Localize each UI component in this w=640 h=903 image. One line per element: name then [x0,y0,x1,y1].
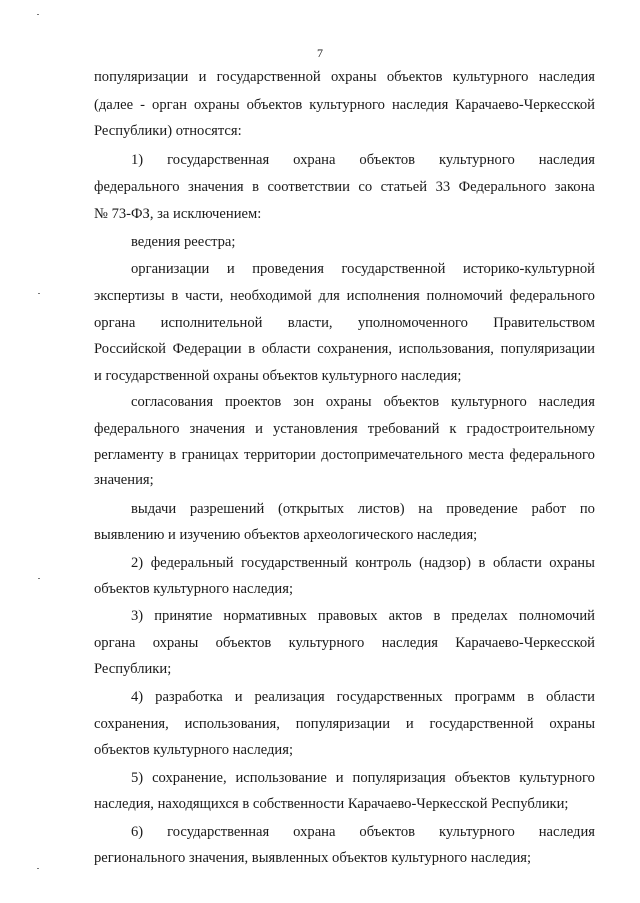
word: 1) [131,152,144,168]
scan-speck [37,14,39,15]
text-line [94,178,595,196]
word: значения [189,421,246,437]
word: нормативных [223,608,307,624]
word: популяризация [352,770,446,786]
word: использования, [398,341,494,357]
word: области [492,555,542,571]
word: соответствии [267,179,350,195]
text-line [94,287,595,305]
word: 2) [131,555,144,571]
text-line: объектов культурного наследия; [94,581,294,597]
word: в [478,555,486,571]
text-line [94,96,595,114]
word: и [226,261,235,277]
word: объектов [215,635,272,651]
word: Федерального [458,179,547,195]
word: принятие [154,608,213,624]
word: актов [388,608,423,624]
word: охрана [293,824,336,840]
word: значения [187,179,244,195]
text-line: выявлению и изучению объектов археологического наследия; [94,527,478,543]
text-line: и государственной охраны объектов культурного наследия; [94,368,462,384]
word: культурного [451,394,527,410]
word: организации [131,261,210,277]
word: и [405,716,414,732]
word: Федерации [172,341,242,357]
word: популяризации [94,69,189,85]
word: (далее [94,97,134,113]
word: популяризации [500,341,595,357]
word: - [140,97,146,113]
text-line: ведения реестра; [131,234,236,250]
word: наследия [392,97,449,113]
text-line [94,446,595,464]
word: реализация [254,689,325,705]
word: 5) [131,770,144,786]
word: со [358,179,373,195]
word: федерального [94,179,180,195]
word: для [318,288,340,304]
word: государственной [216,69,321,85]
word: объектов [246,97,303,113]
word: к [449,421,457,437]
word: и [198,69,207,85]
word: (открытых [278,501,345,517]
word: в [252,179,259,195]
word: использования, [184,716,280,732]
word: закона [554,179,595,195]
word: наследия [538,394,595,410]
word: пределах [451,608,508,624]
word: объектов [359,824,416,840]
word: в [433,608,441,624]
word: и [255,421,263,437]
word: государственная [167,824,270,840]
text-line [94,340,595,358]
word: федерального [94,421,180,437]
word: и [234,689,243,705]
text-line: регионального значения, выявленных объектов культурного наследия; [94,850,532,866]
text-line: Республики) относятся: [94,123,242,139]
word: исполнительной [160,315,263,331]
word: охраны [549,555,595,571]
word: объектов [383,394,440,410]
word: объектов [386,69,443,85]
word: государственная [167,152,270,168]
word: необходимой [230,288,312,304]
word: популяризации [295,716,391,732]
word: уполномоченного [357,315,468,331]
word: федеральный [150,555,234,571]
word: статьей [380,179,428,195]
word: градостроительному [466,421,595,437]
word: наследия [538,69,595,85]
text-line: значения; [94,472,154,488]
text-line [94,634,595,652]
word: программ [454,689,516,705]
page-number: 7 [317,46,323,60]
word: охраны [325,394,372,410]
word: историко-культурной [462,261,595,277]
word: Правительством [493,315,595,331]
word: правовых [317,608,378,624]
word: наследия [538,824,595,840]
text-line [131,607,595,625]
word: части, [185,288,224,304]
word: наследия [538,152,595,168]
word: сохранение, [152,770,227,786]
text-line [131,151,595,169]
word: культурного [439,152,515,168]
word: проведение [446,501,518,517]
word: охраны [549,716,595,732]
text-line [131,500,595,518]
word: государственный [241,555,348,571]
word: федерального [509,447,595,463]
word: контроль [355,555,412,571]
word: разрешений [189,501,265,517]
word: органа [94,315,136,331]
word: 6) [131,824,144,840]
word: федерального [509,288,595,304]
text-line [131,393,595,411]
word: регламенту [94,447,164,463]
word: культурного [452,69,529,85]
word: территории [244,447,316,463]
word: границах [181,447,239,463]
word: охраны [193,97,240,113]
word: объектов [359,152,416,168]
word: государственных [336,689,443,705]
word: Российской [94,341,166,357]
word: объектов [454,770,511,786]
word: культурного [519,770,595,786]
word: листов) [357,501,405,517]
word: работ [531,501,567,517]
text-line: наследия, находящихся в собственности Карачаево-Черкесской Республики; [94,796,569,812]
text-line: № 73-ФЗ, за исключением: [94,206,262,222]
word: органа [94,635,136,651]
word: требований [367,421,440,437]
text-line: объектов культурного наследия; [94,742,294,758]
word: в [171,288,179,304]
scan-speck [38,293,40,294]
text-line [94,314,595,332]
word: охрана [293,152,336,168]
scan-speck [38,578,40,579]
word: области [546,689,595,705]
text-line: Республики; [94,661,172,677]
word: места [468,447,504,463]
word: сохранения, [94,716,169,732]
text-line [131,260,595,278]
word: 3) [131,608,144,624]
word: проведения [252,261,324,277]
text-line [94,420,595,438]
word: на [418,501,433,517]
text-line [94,68,595,86]
word: государственной [341,261,446,277]
word: орган [152,97,187,113]
word: согласования [131,394,214,410]
text-line [94,715,595,733]
word: в [527,689,535,705]
word: сохранения, [317,341,392,357]
text-line [131,554,595,572]
word: использование [235,770,327,786]
word: по [579,501,595,517]
word: (надзор) [419,555,471,571]
word: выдачи [131,501,177,517]
text-line [131,823,595,841]
word: полномочий [518,608,595,624]
word: проектов [224,394,282,410]
word: власти, [287,315,333,331]
word: культурного [309,97,385,113]
word: экспертизы [94,288,165,304]
word: разработка [155,689,223,705]
word: наследия [381,635,438,651]
word: в [248,341,256,357]
word: в [169,447,177,463]
word: области [261,341,311,357]
word: достопримечательного [321,447,463,463]
text-line [131,688,595,706]
word: культурного [288,635,365,651]
word: исполнения [346,288,420,304]
word: государственной [429,716,534,732]
word: Карачаево-Черкесской [455,97,595,113]
word: культурного [439,824,515,840]
word: охраны [330,69,377,85]
scan-speck [37,868,39,869]
word: установления [273,421,358,437]
word: Карачаево-Черкесской [455,635,595,651]
word: полномочий [426,288,503,304]
text-line [131,769,595,787]
word: 4) [131,689,144,705]
word: и [335,770,344,786]
word: 33 [435,179,451,195]
word: зон [293,394,315,410]
word: охраны [152,635,199,651]
